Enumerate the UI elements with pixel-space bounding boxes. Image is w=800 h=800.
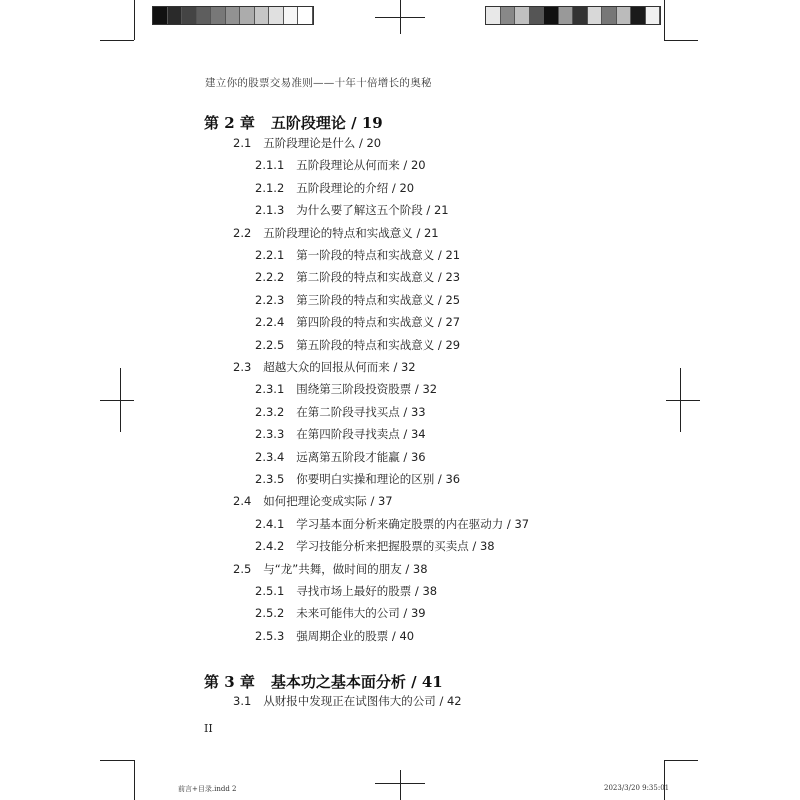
toc-subsection-entry (255, 314, 460, 330)
toc-subsection-entry (255, 516, 529, 532)
toc-entry-title: 五阶段理论的特点和实战意义 (263, 225, 413, 240)
color-swatch (197, 7, 212, 24)
toc-entry-title: 在第二阶段寻找买点 (296, 404, 400, 419)
toc-entry-title: 第二阶段的特点和实战意义 (296, 270, 435, 285)
toc-entry-page: 42 (446, 694, 462, 709)
toc-entry-number: 2.4.1 (255, 516, 285, 531)
toc-subsection-entry (255, 337, 460, 353)
toc-entry-title: 未来可能伟大的公司 (296, 606, 400, 621)
color-swatch (168, 7, 183, 24)
toc-entry-number: 2.1.3 (255, 203, 285, 218)
toc-separator: / (366, 494, 378, 509)
toc-separator: / (434, 292, 446, 307)
toc-entry-page: 37 (377, 494, 393, 509)
toc-entry-page: 38 (422, 584, 438, 598)
toc-entry-title: 从财报中发现正在试图伟大的公司 (263, 694, 436, 709)
toc-separator: / (355, 136, 367, 150)
crop-mark-top-left-h (100, 40, 134, 41)
toc-entry-title: 寻找市场上最好的股票 (296, 584, 412, 598)
toc-entry-number: 2.1.2 (255, 180, 285, 195)
toc-separator: / (399, 606, 411, 621)
toc-entry-page: 38 (412, 561, 428, 576)
toc-separator: / (399, 427, 411, 442)
toc-separator: / (468, 539, 480, 554)
crop-mark-bottom-right-h (664, 760, 698, 761)
toc-subsection-entry (255, 404, 426, 420)
color-swatch (588, 7, 603, 24)
crop-mark-bottom-left-v (134, 760, 135, 800)
color-swatch (226, 7, 241, 24)
toc-separator: / (434, 472, 446, 486)
color-swatch (559, 7, 574, 24)
toc-entry-title: 第五阶段的特点和实战意义 (296, 337, 435, 352)
color-swatch (544, 7, 559, 24)
toc-entry-number: 2.5.1 (255, 584, 285, 598)
toc-entry-page: 27 (445, 315, 461, 330)
toc-entry-number: 2.2.4 (255, 315, 285, 330)
toc-chapter-entry (204, 671, 443, 692)
toc-separator: / (503, 516, 515, 531)
toc-separator: / (399, 158, 411, 173)
toc-entry-title: 强周期企业的股票 (296, 628, 389, 643)
toc-entry-page: 36 (445, 472, 461, 486)
toc-entry-number: 2.5 (233, 561, 252, 576)
toc-entry-page: 34 (410, 427, 426, 442)
toc-entry-number: 2.4.2 (255, 539, 285, 554)
toc-entry-page: 37 (514, 516, 530, 531)
toc-entry-title: 学习技能分析来把握股票的买卖点 (296, 539, 469, 554)
toc-separator: / (399, 404, 411, 419)
toc-separator: / (422, 203, 434, 218)
page-number: II (204, 722, 213, 735)
toc-separator: / (434, 270, 446, 285)
toc-separator: / (411, 382, 423, 397)
toc-subsection-entry (255, 605, 426, 621)
toc-separator: / (412, 225, 424, 240)
toc-entry-number: 2.3 (233, 360, 252, 374)
toc-entry-number: 2.5.3 (255, 628, 285, 643)
toc-entry-title: 远离第五阶段才能赢 (296, 449, 400, 464)
toc-entry-number: 2.3.1 (255, 382, 285, 397)
toc-section-entry (233, 561, 428, 577)
timestamp-slug: 2023/3/20 9:35:01 (604, 784, 670, 792)
toc-subsection-entry (255, 202, 449, 218)
toc-entry-page: 21 (445, 248, 461, 262)
toc-separator: / (399, 449, 411, 464)
toc-entry-page: 20 (410, 158, 426, 173)
toc-entry-page: 39 (410, 606, 426, 621)
toc-subsection-entry (255, 426, 426, 442)
toc-separator: / (388, 180, 400, 195)
toc-entry-title: 五阶段理论是什么 (263, 136, 356, 150)
toc-entry-title: 在第四阶段寻找卖点 (296, 427, 400, 442)
crop-mark-bottom-left-h (100, 760, 134, 761)
color-swatch (646, 7, 661, 24)
toc-entry-page: 36 (410, 449, 426, 464)
toc-entry-number: 2.2 (233, 225, 252, 240)
toc-entry-number: 2.2.3 (255, 292, 285, 307)
toc-subsection-entry (255, 471, 460, 487)
toc-entry-page: 32 (422, 382, 438, 397)
registration-mark-left (100, 368, 134, 432)
toc-entry-number: 2.2.1 (255, 248, 285, 262)
toc-entry-page: 20 (399, 180, 415, 195)
toc-entry-title: 五阶段理论的介绍 (296, 180, 389, 195)
crop-mark-top-left-v (134, 0, 135, 40)
toc-entry-page: 40 (399, 628, 415, 643)
toc-separator: / (411, 584, 423, 598)
toc-separator: / (435, 694, 447, 709)
toc-separator: / (434, 337, 446, 352)
toc-subsection-entry (255, 538, 495, 554)
toc-entry-number: 2.3.2 (255, 404, 285, 419)
toc-entry-page: 21 (423, 225, 439, 240)
toc-entry-number: 2.3.4 (255, 449, 285, 464)
color-swatch (255, 7, 270, 24)
registration-mark-bottom (375, 770, 425, 800)
toc-separator: / (401, 561, 413, 576)
toc-entry-title: 围绕第三阶段投资股票 (296, 382, 412, 397)
toc-separator: / (434, 248, 446, 262)
toc-separator: / (345, 114, 362, 132)
toc-entry-number: 第 3 章 (204, 672, 255, 691)
toc-entry-number: 2.5.2 (255, 606, 285, 621)
color-swatch (284, 7, 299, 24)
toc-separator: / (405, 672, 422, 691)
toc-entry-number: 第 2 章 (204, 114, 255, 132)
color-swatch (269, 7, 284, 24)
running-header: 建立你的股票交易准则——十年十倍增长的奥秘 (205, 77, 432, 89)
color-swatch (573, 7, 588, 24)
color-bar-right (485, 6, 661, 25)
toc-section-entry (233, 359, 416, 375)
color-swatch (153, 7, 168, 24)
toc-entry-title: 与“龙”共舞，做时间的朋友 (263, 561, 402, 576)
toc-entry-number: 2.2.2 (255, 270, 285, 285)
toc-subsection-entry (255, 292, 460, 308)
crop-mark-bottom-right-v (664, 760, 665, 800)
toc-entry-page: 32 (400, 360, 416, 374)
toc-entry-title: 五阶段理论从何而来 (296, 158, 400, 173)
registration-mark-right (666, 368, 700, 432)
color-swatch (602, 7, 617, 24)
color-swatch (298, 7, 313, 24)
toc-entry-title: 学习基本面分析来确定股票的内在驱动力 (296, 516, 504, 531)
toc-entry-page: 23 (445, 270, 461, 285)
crop-mark-top-right-v (664, 0, 665, 40)
color-swatch (182, 7, 197, 24)
toc-section-entry (233, 135, 381, 151)
color-swatch (211, 7, 226, 24)
toc-subsection-entry (255, 247, 460, 263)
toc-subsection-entry (255, 628, 414, 644)
toc-entry-page: 25 (445, 292, 461, 307)
color-swatch (486, 7, 501, 24)
toc-subsection-entry (255, 449, 426, 465)
toc-subsection-entry (255, 269, 460, 285)
toc-entry-number: 2.3.5 (255, 472, 285, 486)
toc-entry-page: 33 (410, 404, 426, 419)
toc-entry-number: 2.4 (233, 494, 252, 509)
toc-entry-title: 第三阶段的特点和实战意义 (296, 292, 435, 307)
toc-entry-title: 五阶段理论 (270, 114, 346, 132)
toc-entry-page: 41 (421, 672, 443, 691)
toc-entry-number: 2.2.5 (255, 337, 285, 352)
toc-entry-page: 20 (366, 136, 382, 150)
toc-entry-page: 21 (433, 203, 449, 218)
toc-subsection-entry (255, 583, 437, 599)
toc-entry-title: 你要明白实操和理论的区别 (296, 472, 435, 486)
color-swatch (617, 7, 632, 24)
toc-entry-title: 第一阶段的特点和实战意义 (296, 248, 435, 262)
crop-mark-top-right-h (664, 40, 698, 41)
toc-entry-page: 19 (361, 114, 383, 132)
toc-subsection-entry (255, 180, 414, 196)
toc-entry-number: 2.1.1 (255, 158, 285, 173)
toc-section-entry (233, 693, 462, 709)
registration-mark-top (375, 0, 425, 34)
toc-entry-page: 38 (479, 539, 495, 554)
color-swatch (240, 7, 255, 24)
toc-separator: / (389, 360, 401, 374)
toc-entry-title: 为什么要了解这五个阶段 (296, 203, 423, 218)
toc-section-entry (233, 225, 439, 241)
toc-subsection-entry (255, 157, 426, 173)
toc-section-entry (233, 493, 393, 509)
toc-entry-title: 超越大众的回报从何而来 (263, 360, 390, 374)
color-swatch (515, 7, 530, 24)
toc-entry-number: 2.1 (233, 136, 252, 150)
color-swatch (631, 7, 646, 24)
toc-entry-title: 第四阶段的特点和实战意义 (296, 315, 435, 330)
toc-entry-title: 基本功之基本面分析 (270, 672, 406, 691)
toc-entry-page: 29 (445, 337, 461, 352)
toc-separator: / (388, 628, 400, 643)
toc-entry-title: 如何把理论变成实际 (263, 494, 367, 509)
toc-entry-number: 2.3.3 (255, 427, 285, 442)
color-swatch (501, 7, 516, 24)
file-slug: 前言+目录.indd 2 (178, 785, 237, 793)
toc-separator: / (434, 315, 446, 330)
toc-subsection-entry (255, 381, 437, 397)
color-swatch (530, 7, 545, 24)
color-bar-left (152, 6, 314, 25)
toc-chapter-entry (204, 112, 383, 133)
toc-entry-number: 3.1 (233, 694, 252, 709)
